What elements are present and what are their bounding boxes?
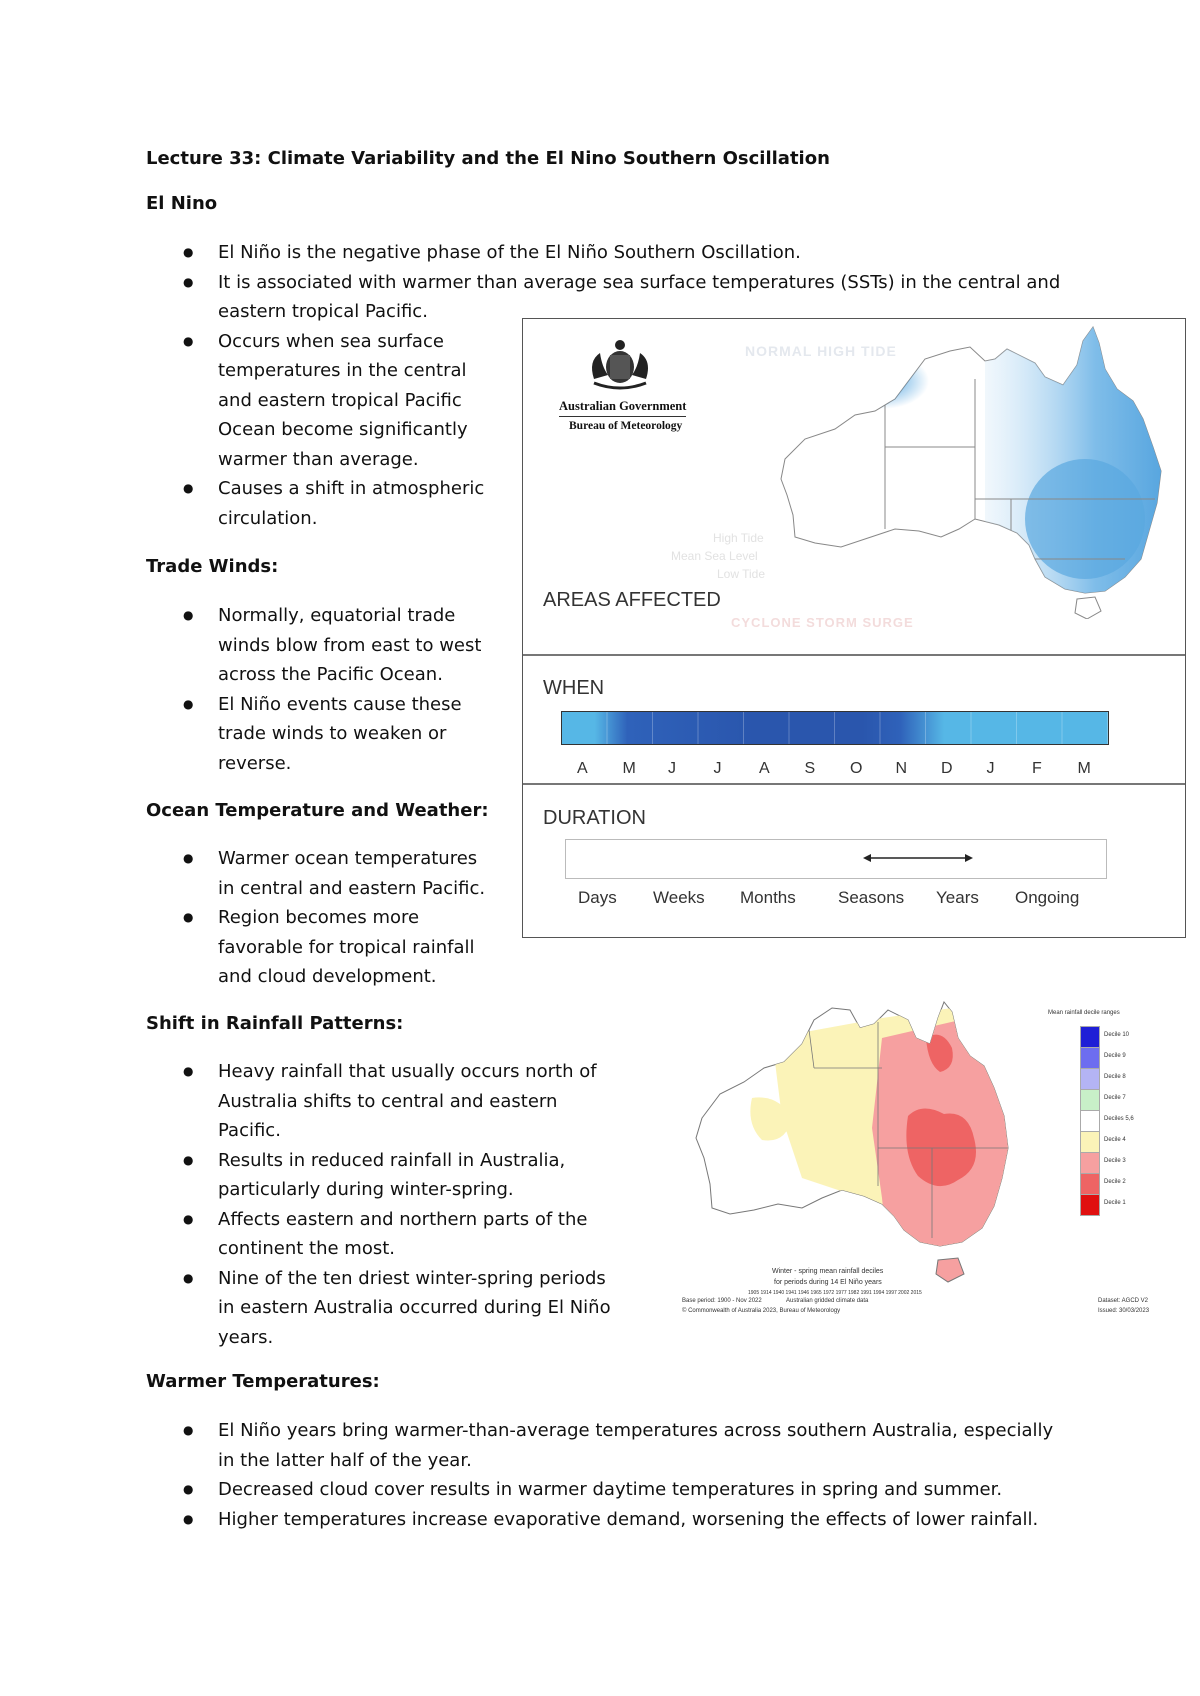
legend-entry [1080, 1131, 1160, 1151]
faded-header-text: NORMAL HIGH TIDE [745, 343, 897, 359]
heading-warmer-temperatures: Warmer Temperatures: [146, 1371, 380, 1392]
list-item: ● Nine of the ten driest winter-spring periods in eastern Australia occurred during El Niño years. [146, 1264, 666, 1353]
bom-el-nino-figure [522, 318, 1186, 938]
bom-title: Bureau of Meteorology [569, 420, 683, 432]
legend-entry [1080, 1089, 1160, 1109]
list-item: ● Region becomes more favorable for tropical rainfall and cloud development. [146, 903, 526, 992]
faded-footer-text: CYCLONE STORM SURGE [731, 615, 914, 630]
legend-entry [1080, 1068, 1160, 1088]
list-item: ● Decreased cloud cover results in warmer daytime temperatures in spring and summer. [146, 1475, 1146, 1505]
australia-affected-map [745, 319, 1165, 619]
legend-swatch [1080, 1068, 1100, 1090]
heading-rainfall: Shift in Rainfall Patterns: [146, 1013, 404, 1034]
dataset: Dataset: AGCD V2 [1098, 1298, 1149, 1304]
faded-high-tide: High Tide [713, 531, 764, 545]
rainfall-decile-figure [682, 998, 1160, 1330]
faded-low-tide: Low Tide [717, 567, 766, 581]
legend-swatch [1080, 1173, 1100, 1195]
heading-ocean-temperature: Ocean Temperature and Weather: [146, 800, 489, 821]
legend-entry [1080, 1173, 1160, 1193]
divider [523, 783, 1185, 785]
divider [523, 654, 1185, 656]
list-item: ● El Niño is the negative phase of the El Niño Southern Oscillation. [146, 238, 1126, 268]
legend-label: Decile 4 [1104, 1137, 1126, 1143]
month-label: M [1077, 760, 1091, 777]
legend-label: Decile 2 [1104, 1179, 1126, 1185]
legend-label: Decile 8 [1104, 1074, 1126, 1080]
legend-swatch [1080, 1110, 1100, 1132]
duration-scale-label: Days [578, 888, 617, 907]
warmer-list [146, 1416, 1146, 1534]
legend-entry [1080, 1194, 1160, 1214]
month-label: M [622, 760, 636, 777]
duration-box [565, 839, 1107, 879]
month-label: J [986, 760, 995, 777]
list-item: ● Higher temperatures increase evaporative demand, worsening the effects of lower rainfall. [146, 1505, 1146, 1535]
month-label: A [759, 760, 770, 777]
duration-scale-label: Seasons [838, 888, 905, 907]
legend-swatch [1080, 1152, 1100, 1174]
list-item: ● El Niño years bring warmer-than-average temperatures across southern Australia, especially in the latter half of the year. [146, 1416, 1146, 1475]
legend-label: Decile 1 [1104, 1200, 1126, 1206]
legend-label: Decile 7 [1104, 1095, 1126, 1101]
legend-label: Decile 9 [1104, 1053, 1126, 1059]
ocean-list [146, 844, 526, 992]
list-item: ● Affects eastern and northern parts of the continent the most. [146, 1205, 666, 1264]
list-item: ● Causes a shift in atmospheric circulation. [146, 474, 1126, 533]
base-period: Base period: 1900 - Nov 2022 [682, 1298, 762, 1304]
duration-scale-label: Ongoing [1015, 888, 1080, 907]
legend-entry [1080, 1047, 1160, 1067]
duration-arrow-icon [863, 852, 973, 864]
list-item: ● Heavy rainfall that usually occurs north of Australia shifts to central and eastern Pacific. [146, 1057, 666, 1146]
caption-line3: 1905 1914 1940 1941 1946 1965 1972 1977 1982 1991 1994 1997 2002 2015 [748, 1290, 922, 1296]
list-item: ● Occurs when sea surface temperatures in the central and eastern tropical Pacific Ocean become significantly warmer than average. [146, 327, 1126, 475]
month-label: J [713, 760, 722, 777]
caption-line1: Winter - spring mean rainfall deciles [772, 1268, 884, 1275]
issued: Issued: 30/03/2023 [1098, 1308, 1150, 1314]
legend-swatch [1080, 1026, 1100, 1048]
month-label: S [804, 760, 816, 777]
duration-scale-label: Years [936, 888, 979, 907]
list-item: ● It is associated with warmer than average sea surface temperatures (SSTs) in the central and eastern tropical Pacific. [146, 268, 1126, 327]
list-item: ● El Niño events cause these trade winds to weaken or reverse. [146, 690, 526, 779]
month-label: A [577, 760, 588, 777]
legend-entry [1080, 1026, 1160, 1046]
caption-line2: for periods during 14 El Niño years [774, 1279, 882, 1286]
month-label: D [941, 760, 953, 777]
rainfall-list [146, 1057, 666, 1352]
duration-label: DURATION [543, 807, 646, 829]
copyright: © Commonwealth of Australia 2023, Bureau of Meteorology [682, 1308, 841, 1314]
month-label: O [850, 760, 863, 777]
month-gradient-bar [561, 711, 1109, 745]
legend-swatch [1080, 1194, 1100, 1216]
list-item: ● Normally, equatorial trade winds blow from east to west across the Pacific Ocean. [146, 601, 526, 690]
coat-of-arms-icon [580, 335, 660, 395]
when-label: WHEN [543, 677, 605, 699]
legend-label: Deciles 5,6 [1104, 1116, 1134, 1122]
legend-entry [1080, 1152, 1160, 1172]
lecture-title: Lecture 33: Climate Variability and the El Nino Southern Oscillation [146, 148, 830, 169]
legend-label: Decile 10 [1104, 1032, 1130, 1038]
list-item: ● Warmer ocean temperatures in central and eastern Pacific. [146, 844, 526, 903]
month-label: J [668, 760, 676, 777]
legend-title: Mean rainfall decile ranges [1048, 1010, 1120, 1016]
heading-trade-winds: Trade Winds: [146, 556, 279, 577]
legend-swatch [1080, 1089, 1100, 1111]
legend-entry [1080, 1110, 1160, 1130]
legend-swatch [1080, 1131, 1100, 1153]
month-label: N [895, 760, 908, 777]
legend-label: Decile 3 [1104, 1158, 1126, 1164]
trade-winds-list [146, 601, 526, 778]
rainfall-decile-map [682, 998, 1022, 1288]
duration-scale-label: Months [740, 888, 796, 907]
gov-title: Australian Government [559, 399, 686, 417]
duration-scale-label: Weeks [653, 888, 705, 907]
month-label: F [1032, 760, 1042, 777]
heading-el-nino: El Nino [146, 193, 218, 214]
legend-swatch [1080, 1047, 1100, 1069]
list-item: ● Results in reduced rainfall in Australia, particularly during winter-spring. [146, 1146, 666, 1205]
caption-line4: Australian gridded climate data [786, 1298, 869, 1304]
faded-mean-sea-level: Mean Sea Level [671, 549, 758, 563]
areas-affected-label: AREAS AFFECTED [543, 589, 721, 611]
